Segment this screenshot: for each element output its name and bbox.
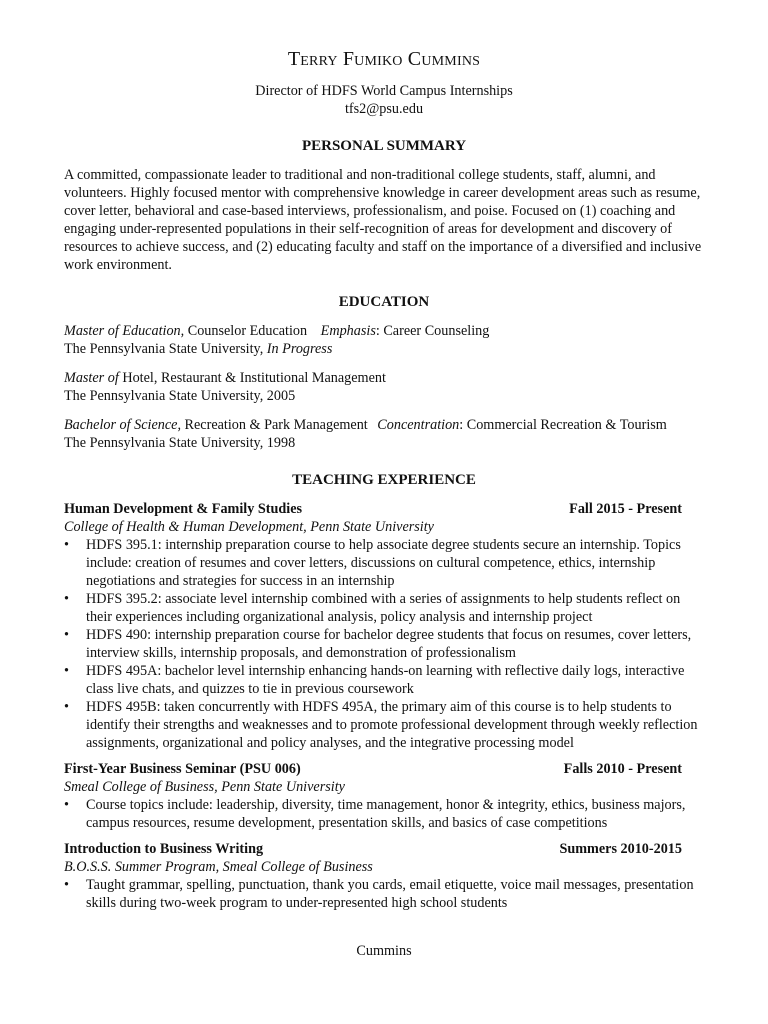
- bullet-icon: •: [64, 877, 69, 893]
- education-emphasis-label: Emphasis: [320, 323, 376, 339]
- education-degree-line: [64, 369, 704, 387]
- bullet-icon: •: [64, 663, 69, 679]
- education-school-line: [64, 340, 704, 358]
- job-title: Introduction to Business Writing: [64, 841, 264, 857]
- list-item-text: Course topics include: leadership, diversity, time management, honor & integrity, ethics, business majors, campus resources, resume development, presentation skills, and basics of case competitions: [86, 797, 686, 831]
- list-item-text: HDFS 395.1: internship preparation course to help associate degree students secure an internship. Topics include: creation of resumes and cover letters, discussions on cultural competence, ethics, internship negotiations and strategies for success in an internship: [86, 537, 681, 589]
- job-title: First-Year Business Seminar (PSU 006): [64, 761, 301, 777]
- education-status: In Progress: [266, 341, 333, 357]
- bullet-icon: •: [64, 797, 69, 813]
- bullet-icon: •: [64, 537, 69, 553]
- list-item: [64, 876, 704, 912]
- education-school: The Pennsylvania State University, 2005: [64, 388, 296, 404]
- education-concentration-label: Concentration: [377, 417, 460, 433]
- job-dates: Summers 2010-2015: [559, 841, 682, 857]
- education-degree: Bachelor of Science,: [64, 417, 181, 433]
- teaching-heading: TEACHING EXPERIENCE: [292, 472, 476, 488]
- job-dates: Falls 2010 - Present: [563, 761, 682, 777]
- education-school: The Pennsylvania State University,: [64, 341, 264, 357]
- education-school: The Pennsylvania State University, 1998: [64, 435, 296, 451]
- education-entry: [64, 369, 704, 405]
- bullet-icon: •: [64, 591, 69, 607]
- education-heading: EDUCATION: [338, 294, 430, 310]
- resume-page: [64, 46, 704, 920]
- job-header: [64, 500, 704, 518]
- education-concentration-value: : Commercial Recreation & Tourism: [459, 417, 667, 433]
- job-bullet-list: [64, 796, 704, 832]
- teaching-job: [64, 840, 704, 912]
- candidate-title: Director of HDFS World Campus Internships: [255, 83, 513, 99]
- list-item: [64, 536, 704, 590]
- list-item: [64, 626, 704, 662]
- education-entry: [64, 322, 704, 358]
- job-title: Human Development & Family Studies: [64, 501, 303, 517]
- list-item: [64, 590, 704, 626]
- job-dates: Fall 2015 - Present: [569, 501, 682, 517]
- education-field: Recreation & Park Management: [184, 417, 368, 433]
- list-item-text: HDFS 490: internship preparation course for bachelor degree students that focus on resumes, cover letters, interview skills, internship proposals, and demonstration of professionalism: [86, 627, 692, 661]
- job-organization: Smeal College of Business, Penn State University: [64, 779, 345, 795]
- teaching-job: [64, 500, 704, 752]
- list-item: [64, 796, 704, 832]
- job-organization: B.O.S.S. Summer Program, Smeal College of Business: [64, 859, 373, 875]
- job-header: [64, 840, 704, 858]
- education-degree-line: [64, 416, 704, 434]
- list-item-text: HDFS 495B: taken concurrently with HDFS 495A, the primary aim of this course is to help students to identify their strengths and weaknesses and to promote professional development through weekly reflection assignments, organizational and policy analyses, and the integrative processing model: [86, 699, 698, 751]
- education-field: Hotel, Restaurant & Institutional Management: [122, 370, 386, 386]
- teaching-job: [64, 760, 704, 832]
- list-item-text: Taught grammar, spelling, punctuation, thank you cards, email etiquette, voice mail messages, presentation skills during two-week program to under-represented high school students: [86, 877, 694, 911]
- bullet-icon: •: [64, 627, 69, 643]
- education-degree: Master of: [64, 370, 119, 386]
- education-degree-line: [64, 322, 704, 340]
- bullet-icon: •: [64, 699, 69, 715]
- list-item: [64, 698, 704, 752]
- page-footer: Cummins: [356, 943, 412, 959]
- job-bullet-list: [64, 536, 704, 752]
- job-header: [64, 760, 704, 778]
- education-entry: [64, 416, 704, 452]
- education-field: Counselor Education: [187, 323, 308, 339]
- job-bullet-list: [64, 876, 704, 912]
- education-emphasis-value: : Career Counseling: [375, 323, 490, 339]
- summary-heading: PERSONAL SUMMARY: [301, 138, 467, 154]
- list-item: [64, 662, 704, 698]
- job-organization: College of Health & Human Development, Penn State University: [64, 519, 434, 535]
- list-item-text: HDFS 395.2: associate level internship combined with a series of assignments to help students reflect on their experiences including organizational analysis, policy analysis and internship project: [86, 591, 681, 625]
- candidate-name: Terry Fumiko Cummins: [287, 48, 481, 70]
- list-item-text: HDFS 495A: bachelor level internship enhancing hands-on learning with reflective daily logs, interactive class live chats, and quizzes to tie in previous coursework: [86, 663, 685, 697]
- summary-text: A committed, compassionate leader to traditional and non-traditional college students, staff, alumni, and volunteers. Highly focused mentor with comprehensive knowledge in career development areas such as resume, cover letter, behavioral and case-based interviews, professionalism, and poise. Focused on (1) coaching and engaging under-represented populations in their self-recognition of areas for development and discovery of resources to achieve success, and (2) educating faculty and staff on the importance of a diversified and inclusive work environment.: [64, 167, 702, 273]
- candidate-email: tfs2@psu.edu: [344, 101, 424, 117]
- education-degree: Master of Education,: [64, 323, 185, 339]
